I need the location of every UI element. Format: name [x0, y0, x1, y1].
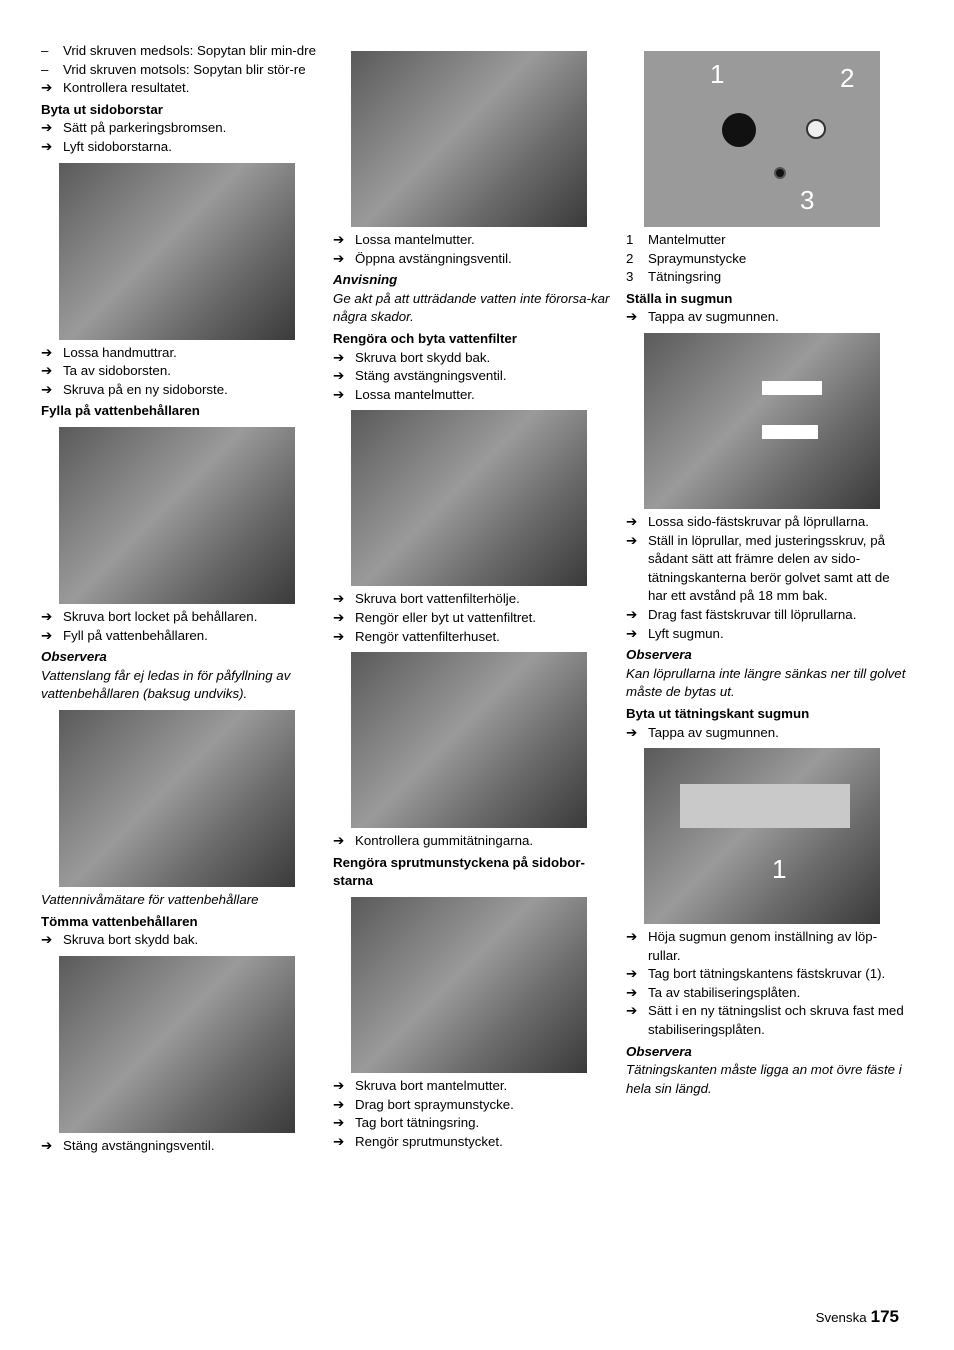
observation-heading: Anvisning [333, 272, 398, 288]
step-item: ➔ Sätt på parkeringsbromsen. [41, 119, 319, 138]
sleeve-nut-part [722, 113, 756, 147]
observation-text: Kan löprullarna inte längre sänkas ner till golvet måste de bytas ut. [626, 665, 906, 700]
arrow-icon: ➔ [333, 628, 345, 644]
step-item: ➔ Drag fast fästskruvar till löprullarna. [626, 606, 906, 625]
arrow-icon: ➔ [41, 344, 53, 360]
step-item: ➔ Ta av stabiliseringsplåten. [626, 984, 906, 1003]
photo-fill-water [59, 427, 295, 604]
arrow-icon: ➔ [333, 232, 345, 247]
legend-item: 1 Mantelmutter [626, 232, 726, 247]
step-item: ➔ Lossa handmuttrar. [41, 344, 319, 363]
step-item: ➔ Rengör sprutmunstycket. [333, 1133, 611, 1152]
step-item: ➔ Tag bort tätningskantens fästskruvar (1). [626, 965, 906, 984]
footer-language: Svenska [815, 1310, 867, 1325]
step-item: ➔ Skruva bort skydd bak. [41, 931, 319, 950]
photo-side-brush [59, 163, 295, 340]
step-item: ➔ Stäng avstängningsventil. [333, 367, 611, 386]
section-heading: Byta ut sidoborstar [41, 101, 163, 117]
step-item: ➔ Kontrollera gummitätningarna. [333, 832, 611, 851]
legend-item: 3 Tätningsring [626, 269, 722, 285]
seal-ring-part [774, 167, 786, 179]
step-item: ➔ Lossa sido-fästskruvar på löprullarna. [626, 513, 906, 532]
arrow-icon: ➔ [626, 929, 638, 945]
dash-item: – Vrid skruven medsols: Sopytan blir min-dre [41, 43, 316, 58]
step-item: ➔ Rengör eller byt ut vattenfiltret. [333, 609, 611, 628]
arrow-icon: ➔ [41, 80, 53, 96]
photo-filter-housing [351, 652, 587, 828]
section-heading: Rengöra och byta vattenfilter [333, 330, 517, 346]
step-item: ➔ Lyft sugmun. [626, 625, 906, 644]
legend-item: 2 Spraymunstycke [626, 250, 747, 266]
arrow-icon: ➔ [333, 591, 345, 607]
step-item: ➔ Ställ in löprullar, med justeringsskruv, på sådant sätt att främre delen av sido-tätningskanterna berör golvet samt att de har ett avstånd på 18 mm bak. [626, 532, 890, 604]
page-number: 175 [870, 1307, 899, 1326]
arrow-icon: ➔ [333, 833, 345, 849]
observation-heading: Observera [626, 647, 692, 663]
section-heading: Tömma vattenbehållaren [41, 913, 198, 929]
step-item: ➔ Tag bort tätningsring. [333, 1114, 611, 1133]
arrow-marker-icon [762, 425, 818, 439]
arrow-icon: ➔ [626, 1003, 638, 1019]
arrow-icon: ➔ [41, 627, 53, 643]
spray-nozzle-part [806, 119, 826, 139]
arrow-icon: ➔ [626, 606, 638, 622]
arrow-icon: ➔ [41, 381, 53, 397]
arrow-icon: ➔ [626, 984, 638, 1000]
arrow-icon: ➔ [626, 966, 638, 982]
dash-item: – Vrid skruven motsols: Sopytan blir stör-re [41, 61, 306, 77]
arrow-icon: ➔ [333, 1115, 345, 1131]
arrow-icon: ➔ [41, 120, 53, 136]
arrow-icon: ➔ [626, 513, 638, 529]
page-footer [816, 1307, 899, 1327]
step-item: ➔ Lossa mantelmutter. [333, 386, 611, 405]
arrow-icon: ➔ [333, 250, 345, 266]
step-item: ➔ Skruva bort vattenfilterhölje. [333, 590, 611, 609]
arrow-icon: ➔ [333, 1133, 345, 1149]
step-item: ➔ Ta av sidoborsten. [41, 362, 319, 381]
step-item: ➔ Skruva bort locket på behållaren. [41, 608, 319, 627]
observation-text: Ge akt på att utträdande vatten inte förorsa-kar några skador. [333, 290, 610, 325]
photo-drain-valve [59, 956, 295, 1133]
step-item: ➔ Drag bort spraymunstycke. [333, 1096, 611, 1115]
column-right [626, 51, 906, 1098]
photo-spray-nozzle [351, 897, 587, 1073]
arrow-icon: ➔ [333, 1096, 345, 1112]
arrow-icon: ➔ [333, 609, 345, 625]
arrow-marker-icon [762, 381, 822, 395]
photo-caption: Vattennivåmätare för vattenbehållare [41, 891, 259, 907]
step-item: ➔ Stäng avstängningsventil. [41, 1137, 319, 1156]
arrow-icon: ➔ [41, 608, 53, 624]
arrow-icon: ➔ [41, 932, 53, 948]
observation-text: Vattenslang får ej ledas in för påfyllning av vattenbehållaren (baksug undviks). [41, 667, 291, 702]
arrow-icon: ➔ [626, 532, 638, 548]
arrow-icon: ➔ [626, 309, 638, 325]
step-item: ➔ Tappa av sugmunnen. [626, 308, 906, 327]
photo-sleeve-nut [351, 51, 587, 227]
step-item: ➔ Skruva bort mantelmutter. [333, 1077, 611, 1096]
step-item: ➔ Fyll på vattenbehållaren. [41, 627, 319, 646]
arrow-icon: ➔ [41, 1137, 53, 1153]
step-item: ➔ Höja sugmun genom inställning av löp-rullar. [626, 929, 878, 963]
photo-sealing-edge: 1 [644, 748, 880, 924]
step-item: ➔ Tappa av sugmunnen. [626, 724, 906, 743]
observation-text: Tätningskanten måste ligga an mot övre fäste i hela sin längd. [626, 1062, 902, 1096]
arrow-icon: ➔ [626, 724, 638, 740]
stabilizer-plate [680, 784, 850, 828]
photo-nozzle-parts: 1 2 3 [644, 51, 880, 227]
arrow-icon: ➔ [333, 349, 345, 365]
step-item: ➔ Kontrollera resultatet. [41, 79, 319, 98]
arrow-icon: ➔ [333, 386, 345, 402]
section-heading: Byta ut tätningskant sugmun [626, 705, 810, 721]
section-heading: Ställa in sugmun [626, 290, 733, 306]
column-left [41, 42, 319, 1155]
arrow-icon: ➔ [626, 625, 638, 641]
step-item: ➔ Öppna avstängningsventil. [333, 250, 611, 269]
observation-heading: Observera [41, 649, 107, 665]
photo-water-filter [351, 410, 587, 586]
photo-water-gauge [59, 710, 295, 887]
arrow-icon: ➔ [41, 138, 53, 154]
photo-castor-wheel [644, 333, 880, 509]
step-item: ➔ Skruva på en ny sidoborste. [41, 381, 319, 400]
step-item: ➔ Lossa mantelmutter. [333, 231, 611, 250]
section-heading: Rengöra sprutmunstyckena på sidobor-starna [333, 854, 585, 889]
arrow-icon: ➔ [333, 368, 345, 384]
step-item: ➔ Sätt i en ny tätningslist och skruva fast med stabiliseringsplåten. [626, 1003, 904, 1038]
step-item: ➔ Rengör vattenfilterhuset. [333, 628, 611, 647]
section-heading: Fylla på vattenbehållaren [41, 403, 200, 419]
column-middle [333, 51, 611, 1151]
step-item: ➔ Skruva bort skydd bak. [333, 349, 611, 368]
arrow-icon: ➔ [333, 1077, 345, 1093]
observation-heading: Observera [626, 1043, 692, 1059]
arrow-icon: ➔ [41, 363, 53, 379]
step-item: ➔ Lyft sidoborstarna. [41, 138, 319, 157]
